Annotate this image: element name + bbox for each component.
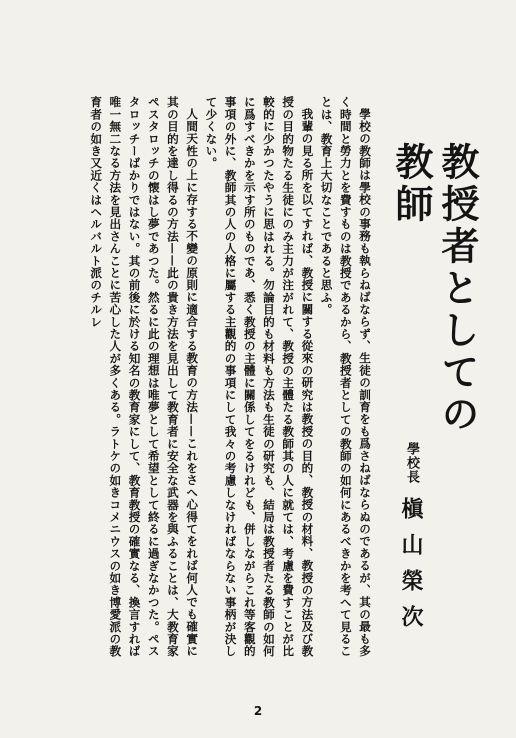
body-paragraph: 我輩の見る所を以てすれば、教授に關する從來の研究は教授の目的、教授の材料、教授の方法及び教授の目的物たる生徒にのみ主力が注がれて、教授の主體たる教師其の人に就ては、考慮を費すことが比較的に少かつたやうに思はれる。勿論目的も材料も方法も生徒の研究も、結局は教授者たる教師の如何に爲すべきかを示す所のものであ、悉く教授の主體に關係してをるけれども、併しながらこれ等客觀的事項の外に、教師其の人の人格に屬する主觀的の事項にして我々の考慮しなければならない事柄が決して少くない。 [204, 96, 315, 658]
author-name: 槇山榮次 [398, 497, 424, 642]
article-body [34, 96, 374, 666]
body-paragraph: 人間天性の上に存する不變の原則に適合する教育の方法——これをさへ心得てをれば何人でも確實に其の目的を達し得るの方法——此の貴き方法を見出して教育者に安全な武器を與ふることは、大教育家ペスタロッチの懐はし夢であつた。然るに此の理想は唯夢として希望として終るに過ぎなかつた。ペスタロッチーばかりではない。其の前後に於ける知名の教育家にして、教育教授の確實なる、換言すれば唯一無二なる方法を見出さんことに苦心した人が多くある。ラトケの如きコメニウスの如き博愛派の教育者の如き又近くはヘルバルト派のチルレ [89, 96, 200, 658]
article-title: 教授者としての教師 [389, 142, 480, 436]
body-paragraph: 學校の教師は學校の事務も執らねばならず、生徒の訓育をも爲さねばならぬのであるが、其の最も多く時間と勞力とを費すものは教授であるから、教授者としての教師の如何にあるべきかを考へて見ることは、教育上大切なことであると思ふ。 [319, 96, 372, 658]
page-number: 2 [253, 704, 263, 718]
author-role: 學校長 [404, 442, 419, 484]
author-byline [396, 442, 426, 692]
